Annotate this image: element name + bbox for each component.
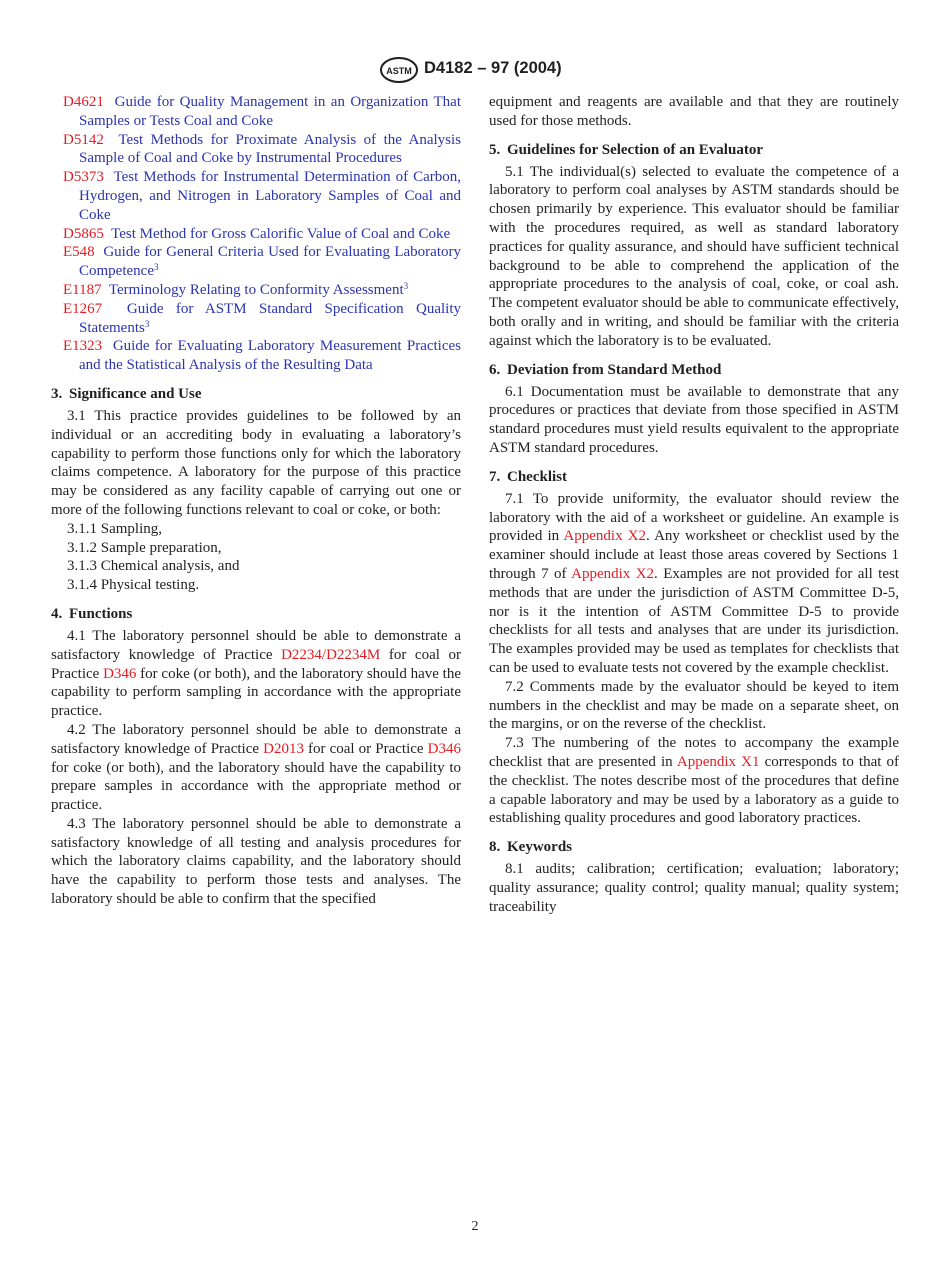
footnote-marker: 3	[144, 318, 150, 329]
reference-item[interactable]	[51, 168, 461, 224]
reference-title[interactable]: Test Methods for Proximate Analysis of the Analysis Sample of Coal and Coke by Instrumental Procedures	[79, 131, 462, 167]
reference-title[interactable]: Guide for Evaluating Laboratory Measurement Practices and the Statistical Analysis of the Resulting Data	[79, 338, 461, 374]
section-8-heading: 8. Keywords	[489, 839, 572, 856]
reference-code[interactable]: E1267	[63, 300, 103, 317]
link-d346[interactable]: D346	[427, 740, 461, 757]
reference-title[interactable]: Test Method for Gross Calorific Value of Coal and Coke	[111, 225, 451, 242]
section-7-heading: 7. Checklist	[489, 468, 567, 485]
paragraph-4-2: 4.2 The laboratory personnel should be able to demonstrate a satisfactory knowledge of Practice D2013 for coal or Practice D346 for coke (or both), and the laboratory should have the capability to prepare samples in accordance with the appropriate method or practice.	[51, 721, 461, 814]
reference-item[interactable]	[51, 281, 461, 300]
footnote-marker: 3	[403, 280, 409, 291]
link-d2234[interactable]: D2234/D2234M	[281, 646, 381, 663]
link-appendix-x2[interactable]: Appendix X2	[563, 528, 647, 545]
astm-logo-icon	[379, 57, 419, 83]
paragraph-7-2: 7.2 Comments made by the evaluator should be keyed to item numbers in the checklist and may be made on a separate sheet, on the margins, or on the reverse of the checklist.	[489, 678, 899, 733]
reference-title[interactable]: Terminology Relating to Conformity Assessment	[108, 281, 404, 298]
reference-code[interactable]: E1323	[63, 338, 103, 355]
reference-title[interactable]: Guide for Quality Management in an Organization That Samples or Tests Coal and Coke	[79, 94, 461, 129]
section-3-heading: 3. Significance and Use	[51, 385, 202, 402]
reference-item[interactable]	[51, 131, 461, 169]
reference-code[interactable]: D5373	[63, 169, 104, 186]
paragraph-8-1: 8.1 audits; calibration; certification; evaluation; laboratory; quality assurance; quality control; quality manual; quality system; traceability	[489, 861, 899, 915]
reference-list	[51, 93, 461, 375]
page-header	[0, 57, 950, 83]
reference-code[interactable]: D5865	[63, 225, 104, 242]
reference-item[interactable]	[51, 300, 461, 338]
paragraph-4-1: 4.1 The laboratory personnel should be able to demonstrate a satisfactory knowledge of Practice D2234/D2234M for coal or Practice D346 for coke (or both), and the laboratory should have the capability to perform sampling in accordance with the appropriate practice.	[51, 627, 461, 720]
link-appendix-x2[interactable]: Appendix X2	[571, 565, 655, 582]
footnote-marker: 3	[153, 262, 159, 273]
section-6-heading: 6. Deviation from Standard Method	[489, 361, 722, 378]
paragraph-continuation: equipment and reagents are available and that they are routinely used for those methods.	[489, 94, 899, 129]
reference-title[interactable]: Test Methods for Instrumental Determination of Carbon, Hydrogen, and Nitrogen in Laboratory Samples of Coal and Coke	[79, 169, 462, 223]
right-column	[489, 93, 899, 916]
reference-code[interactable]: E1187	[63, 281, 102, 298]
paragraph-5-1: 5.1 The individual(s) selected to evaluate the competence of a laboratory to perform coal analyses by ASTM standards should be chosen primarily by experience. This evaluator should be familiar with the procedures required, as well as standard laboratory practices for quality assurance, and should have sufficient technical background to be able to comprehend the application of the appropriate procedures to the analysis of coal, coke, or coal ash. The competent evaluator should be able to communicate effectively, both orally and in writing, and should be familiar with the criteria against which the laboratory is to be evaluated.	[489, 163, 899, 349]
paragraph-3-1: 3.1 This practice provides guidelines to be followed by an individual or an accrediting body in evaluating a laboratory’s capability to perform those functions only for which the laboratory claims competence. A laboratory for the purpose of this practice may be considered as any facility capable of carrying out one or more of the following functions relevant to coal or coke, or both:	[51, 407, 461, 518]
paragraph-4-3: 4.3 The laboratory personnel should be able to demonstrate a satisfactory knowledge of all testing and analysis procedures for which the laboratory claims capability, and the laboratory should have the capability to perform those tests and analyses. The laboratory should be able to confirm that the specified	[51, 815, 461, 908]
reference-item[interactable]	[51, 337, 461, 375]
list-item: 3.1.3 Chemical analysis, and	[67, 558, 240, 575]
link-d346[interactable]: D346	[103, 665, 137, 682]
paragraph-6-1: 6.1 Documentation must be available to demonstrate that any procedures or practices that deviate from those specified in ASTM standard procedures must yield results equivalent to the appropriate ASTM standard procedures.	[489, 383, 899, 456]
list-item: 3.1.2 Sample preparation,	[67, 539, 222, 556]
paragraph-7-3: 7.3 The numbering of the notes to accompany the example checklist that are presented in Appendix X1 corresponds to that of the checklist. The notes describe most of the procedures that define a capable laboratory and may be used by a laboratory as a guide to establishing quality procedures and good laboratory practices.	[489, 735, 899, 827]
reference-item[interactable]	[51, 243, 461, 281]
document-id: D4182 – 97 (2004)	[424, 59, 562, 77]
page-number: 2	[471, 1219, 479, 1234]
reference-item[interactable]	[51, 93, 461, 131]
reference-title[interactable]: Guide for General Criteria Used for Evaluating Laboratory Competence	[79, 244, 461, 280]
reference-code[interactable]: D4621	[63, 94, 104, 110]
reference-code[interactable]: E548	[63, 244, 95, 261]
list-item: 3.1.4 Physical testing.	[67, 577, 200, 594]
section-4-heading: 4. Functions	[51, 605, 133, 622]
link-d2013[interactable]: D2013	[263, 740, 304, 757]
reference-code[interactable]: D5142	[63, 131, 104, 148]
left-column	[51, 93, 461, 909]
reference-item[interactable]	[51, 225, 461, 244]
paragraph-7-1: 7.1 To provide uniformity, the evaluator should review the laboratory with the aid of a worksheet or guideline. An example is provided in Appendix X2. Any worksheet or checklist used by the examiner should include at least those areas covered by Sections 1 through 7 of Appendix X2. Examples are not provided for all test methods that are under the jurisdiction of ASTM Committee D-5, nor is it the intention of ASTM Committee D-5 to provide checklists for all tests and analyses that are under its jurisdiction. The examples provided may be used as templates for checklists that can be used to evaluate tests not covered by the example checklist.	[489, 490, 899, 676]
section-5-heading: 5. Guidelines for Selection of an Evaluator	[489, 141, 763, 158]
link-appendix-x1[interactable]: Appendix X1	[676, 753, 760, 770]
astm-logo-text: ASTM	[386, 66, 412, 76]
reference-title[interactable]: Guide for ASTM Standard Specification Quality Statements	[79, 300, 462, 336]
list-item: 3.1.1 Sampling,	[67, 520, 163, 537]
